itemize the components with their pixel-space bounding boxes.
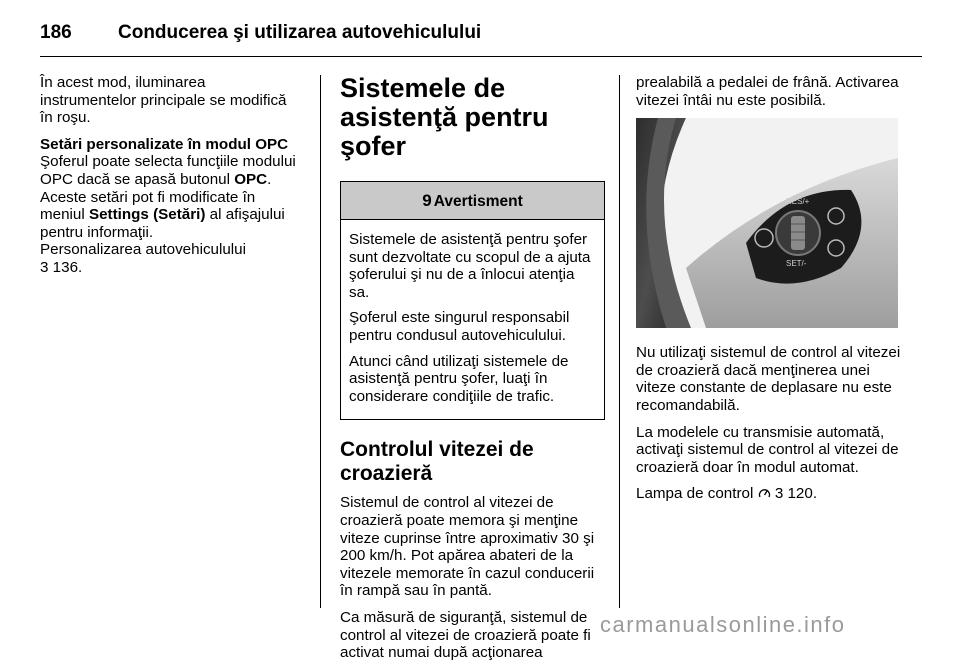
reference-arrow-icon: 3 — [774, 485, 784, 503]
warning-paragraph-1: Sistemele de asistenţă pentru şofer sunt dezvoltate cu scopul de a ajuta şoferului şi nu de a înlocui atenţia sa. — [349, 231, 591, 301]
opc-text-c: al afişajului pentru informaţii. — [40, 206, 285, 241]
paragraph-opc — [40, 153, 300, 241]
running-title: Conducerea şi utilizarea autovehiculului — [118, 22, 482, 43]
warning-paragraph-3: Atunci când utilizaţi sistemele de asistenţă pentru şofer, luaţi în considerare condiţiile de trafic. — [349, 352, 569, 405]
cruise-control-lamp-icon — [758, 486, 771, 498]
column-3 — [636, 74, 904, 512]
warning-icon: 9 — [422, 191, 432, 210]
paragraph-automatic: La modelele cu transmisie automată, activaţi sistemul de control al vitezei de croazieră doar în modul automat. — [636, 423, 899, 476]
warning-header — [341, 182, 604, 220]
opc-button-label: OPC — [234, 170, 268, 188]
heading-opc-settings — [40, 136, 300, 154]
set-label: SET/- — [786, 259, 807, 269]
warning-box — [340, 181, 605, 420]
paragraph-lighting: În acest mod, iluminarea instrumentelor principale se modifică în roşu. — [40, 74, 287, 127]
warning-body — [341, 220, 604, 419]
control-lamp-text: Lampa de control — [636, 485, 758, 503]
section-title: Sistemele de asistenţă pentru şofer — [340, 73, 549, 161]
column-divider-right — [619, 75, 620, 608]
column-divider-left — [320, 75, 321, 608]
paragraph-cruise-speed-range: Sistemul de control al vitezei de croazieră poate memora şi menţine viteze cuprinse între aproximativ 30 şi 200 km/h. Pot apărea abateri de la vitezele memorate în cazul conducerii în rampă sau în pantă. — [340, 494, 595, 600]
settings-menu-label: Settings (Setări) — [88, 206, 206, 224]
opc-text-a: Şoferul poate selecta funcţiile modului OPC dacă se apasă butonul — [40, 153, 296, 188]
column-2 — [340, 74, 605, 671]
steering-wheel-illustration — [636, 118, 898, 328]
reference-arrow-icon: 3 — [40, 258, 49, 276]
header-rule — [40, 56, 922, 57]
reference-page: 136. — [48, 258, 83, 276]
column-1 — [40, 74, 300, 286]
res-label: RES/+ — [786, 197, 810, 207]
warning-paragraph-2: Şoferul este singurul responsabil pentru condusul autovehiculului. — [349, 309, 570, 344]
subsection-title: Controlul vitezei de croazieră — [340, 438, 534, 486]
warning-title: Avertisment — [433, 193, 523, 210]
paragraph-do-not-use: Nu utilizaţi sistemul de control al vitezei de croazieră dacă menţinerea unei viteze constante de deplasare nu este recomandabilă. — [636, 344, 901, 414]
control-lamp-reference: 120. — [783, 485, 818, 503]
thumbwheel-roller — [791, 216, 805, 250]
paragraph-control-lamp — [636, 485, 904, 503]
steering-wheel-figure — [636, 118, 898, 328]
watermark: carmanualsonline.info — [600, 612, 846, 637]
paragraph-brake-continuation: prealabilă a pedalei de frână. Activarea vitezei întâi nu este posibilă. — [636, 74, 899, 109]
paragraph-personalization: Personalizarea autovehiculului — [40, 241, 247, 259]
page-number: 186 — [40, 22, 72, 43]
page-header — [40, 22, 922, 52]
opc-text-b: . Aceste setări pot fi modificate în meniul — [40, 170, 272, 224]
paragraph-safety: Ca măsură de siguranţă, sistemul de control al vitezei de croazieră poate fi activat numai după acţionarea — [340, 608, 591, 662]
opc-settings-heading-text: Setări personalizate în modul OPC — [40, 135, 289, 153]
page-reference — [40, 259, 300, 277]
